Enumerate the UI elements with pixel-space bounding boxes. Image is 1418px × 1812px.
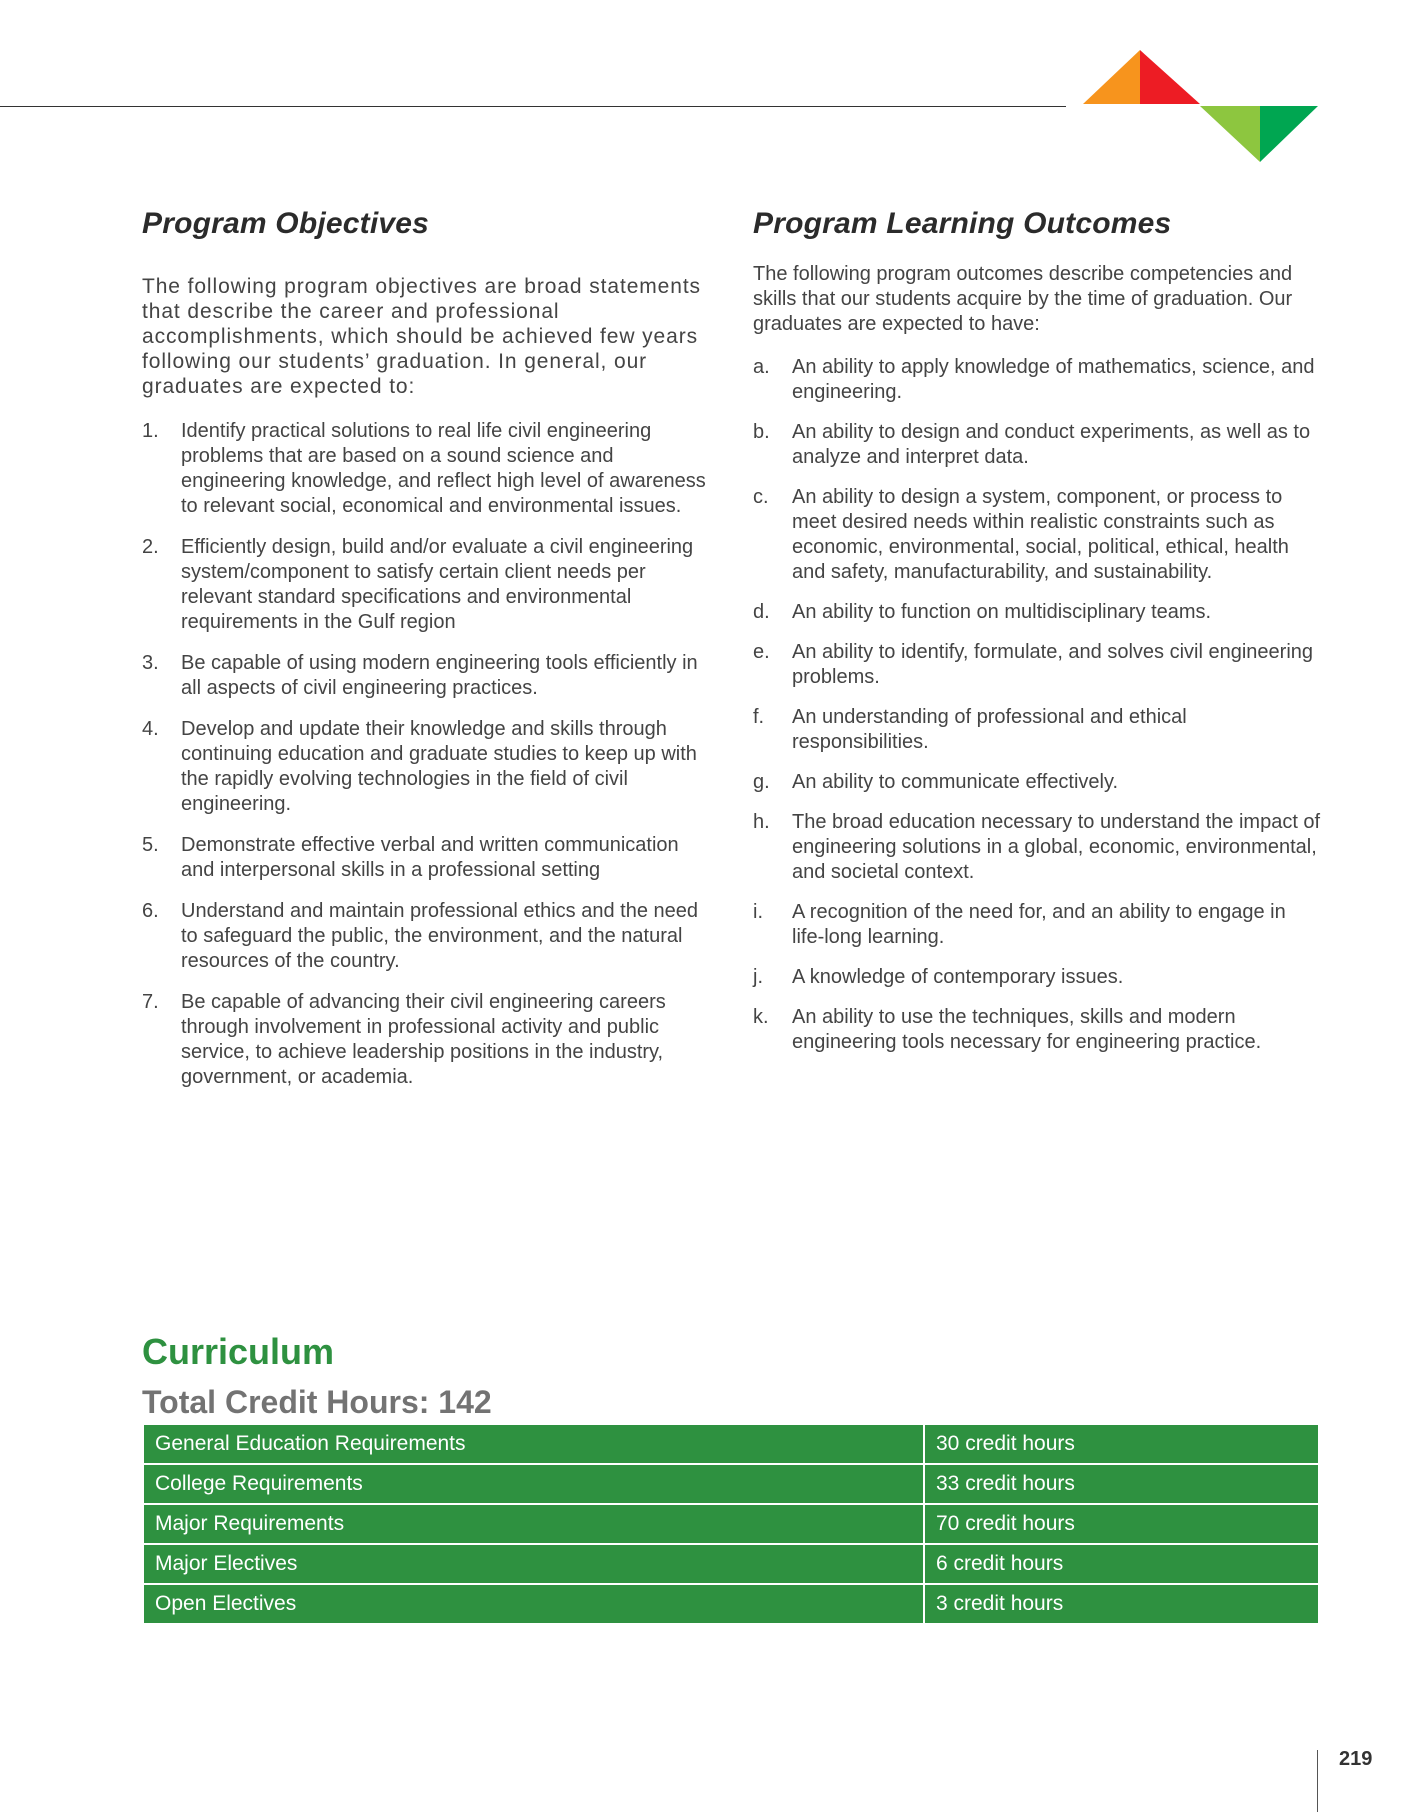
requirement-name: Major Electives	[144, 1544, 924, 1584]
outcome-letter: e.	[753, 641, 770, 663]
objective-item	[142, 990, 710, 1090]
outcome-text: A recognition of the need for, and an ability to engage in life-long learning.	[792, 901, 1286, 948]
objective-text: Understand and maintain professional ethics and the need to safeguard the public, the environment, and the natural resources of the country.	[181, 900, 699, 972]
program-objectives-heading: Program Objectives	[142, 207, 430, 240]
outcome-item	[753, 420, 1323, 470]
objective-number: 7.	[142, 991, 159, 1013]
table-row	[144, 1584, 1318, 1624]
objective-number: 1.	[142, 420, 159, 442]
outcome-text: An ability to design a system, component, or process to meet desired needs within realistic constraints such as economic, environmental, social, political, ethical, health and safety, manufacturability, and sustainability.	[792, 486, 1289, 583]
outcome-letter: k.	[753, 1006, 769, 1028]
credit-hours-table	[144, 1425, 1318, 1625]
requirement-hours: 30 credit hours	[924, 1425, 1318, 1464]
outcome-text: An ability to identify, formulate, and solves civil engineering problems.	[792, 641, 1314, 688]
logo-light-green-triangle	[1200, 106, 1260, 162]
requirement-hours: 6 credit hours	[924, 1544, 1318, 1584]
table-row	[144, 1504, 1318, 1544]
objective-number: 2.	[142, 536, 159, 558]
objective-text: Demonstrate effective verbal and written communication and interpersonal skills in a professional setting	[181, 834, 679, 881]
requirement-name: College Requirements	[144, 1464, 924, 1504]
table-row	[144, 1425, 1318, 1464]
logo-red-triangle	[1140, 50, 1200, 104]
outcome-item	[753, 640, 1323, 690]
outcome-text: An ability to use the techniques, skills and modern engineering tools necessary for engineering practice.	[792, 1006, 1262, 1053]
outcome-item	[753, 600, 1323, 625]
objective-text: Be capable of advancing their civil engineering careers through involvement in professional activity and public service, to achieve leadership positions in the industry, government, or academia.	[181, 991, 666, 1088]
outcome-letter: c.	[753, 486, 769, 508]
outcome-text: An ability to function on multidisciplinary teams.	[792, 601, 1212, 623]
logo-green-triangle	[1260, 106, 1318, 162]
objective-number: 4.	[142, 718, 159, 740]
objective-text: Efficiently design, build and/or evaluate a civil engineering system/component to satisfy certain client needs per relevant standard specifications and environmental requirements in the Gulf region	[181, 536, 694, 633]
requirement-name: Open Electives	[144, 1584, 924, 1624]
outcome-item	[753, 1005, 1323, 1055]
table-row	[144, 1464, 1318, 1504]
objective-number: 3.	[142, 652, 159, 674]
total-credit-hours: Total Credit Hours: 142	[142, 1384, 492, 1420]
requirement-hours: 33 credit hours	[924, 1464, 1318, 1504]
objectives-list	[142, 419, 710, 1090]
requirement-hours: 3 credit hours	[924, 1584, 1318, 1624]
outcome-item	[753, 770, 1323, 795]
outcome-item	[753, 355, 1323, 405]
outcome-letter: a.	[753, 356, 770, 378]
objective-item	[142, 833, 710, 883]
outcome-text: A knowledge of contemporary issues.	[792, 966, 1124, 988]
outcomes-intro: The following program outcomes describe competencies and skills that our students acquire by the time of graduation. Our graduates are expected to have:	[753, 263, 1293, 335]
program-outcomes-section	[753, 206, 1323, 1070]
outcome-item	[753, 965, 1323, 990]
objectives-intro: The following program objectives are broad statements that describe the career and professional accomplishments, which should be achieved few years following our students’ graduation. In general, our graduates are expected to:	[142, 275, 701, 398]
page-number: 219	[1339, 1748, 1373, 1770]
outcome-letter: b.	[753, 421, 770, 443]
requirement-name: Major Requirements	[144, 1504, 924, 1544]
outcome-item	[753, 485, 1323, 585]
objective-item	[142, 651, 710, 701]
objective-text: Identify practical solutions to real life civil engineering problems that are based on a sound science and engineering knowledge, and reflect high level of awareness to relevant social, economical and environmental issues.	[181, 420, 706, 517]
objective-number: 5.	[142, 834, 159, 856]
objective-text: Be capable of using modern engineering tools efficiently in all aspects of civil engineering practices.	[181, 652, 698, 699]
objective-item	[142, 419, 710, 519]
outcome-letter: d.	[753, 601, 770, 623]
objective-number: 6.	[142, 900, 159, 922]
outcome-letter: g.	[753, 771, 770, 793]
outcome-item	[753, 900, 1323, 950]
outcome-letter: i.	[753, 901, 763, 923]
outcome-letter: h.	[753, 811, 770, 833]
objective-text: Develop and update their knowledge and skills through continuing education and graduate studies to keep up with the rapidly evolving technologies in the field of civil engineering.	[181, 718, 697, 815]
table-row	[144, 1544, 1318, 1584]
outcome-item	[753, 705, 1323, 755]
logo-orange-triangle	[1083, 50, 1140, 104]
outcome-letter: j.	[753, 966, 763, 988]
triangle-logo-icon	[1080, 50, 1320, 162]
requirement-hours: 70 credit hours	[924, 1504, 1318, 1544]
objective-item	[142, 535, 710, 635]
header-rule	[0, 106, 1066, 107]
outcome-letter: f.	[753, 706, 765, 728]
objective-item	[142, 717, 710, 817]
curriculum-heading: Curriculum	[142, 1331, 335, 1372]
outcome-text: An understanding of professional and ethical responsibilities.	[792, 706, 1187, 753]
objective-item	[142, 899, 710, 974]
outcome-item	[753, 810, 1323, 885]
outcome-text: The broad education necessary to understand the impact of engineering solutions in a global, economic, environmental, and societal context.	[792, 811, 1321, 883]
program-objectives-section	[142, 206, 710, 1106]
outcomes-list	[753, 355, 1323, 1055]
outcome-text: An ability to design and conduct experiments, as well as to analyze and interpret data.	[792, 421, 1311, 468]
outcome-text: An ability to apply knowledge of mathematics, science, and engineering.	[792, 356, 1315, 403]
page-number-rule	[1317, 1750, 1318, 1812]
requirement-name: General Education Requirements	[144, 1425, 924, 1464]
outcome-text: An ability to communicate effectively.	[792, 771, 1119, 793]
program-outcomes-heading: Program Learning Outcomes	[753, 207, 1172, 240]
